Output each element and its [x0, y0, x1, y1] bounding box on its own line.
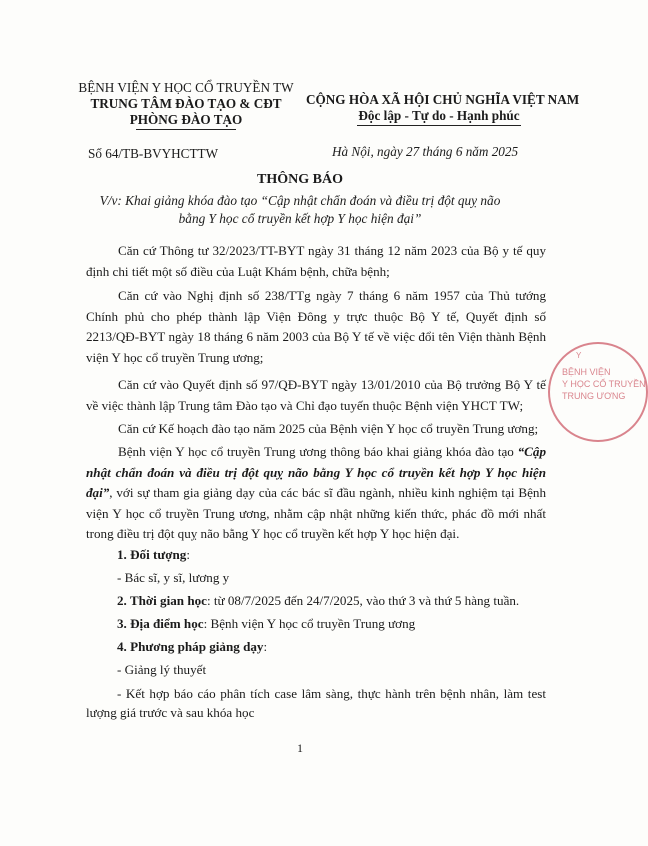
paragraph-basis-3: Căn cứ vào Quyết định số 97/QĐ-BYT ngày 13/01/2010 của Bộ trưởng Bộ Y tế về việc thành lập Trung tâm Đào tạo và Chỉ đạo tuyến thuộc Bệnh viện YHCT TW;	[86, 377, 546, 413]
header-right	[306, 92, 580, 126]
stamp-line-1: BỆNH VIỆN	[562, 367, 611, 377]
section-participants-colon: :	[186, 547, 190, 562]
document-number: Số 64/TB-BVYHCTTW	[88, 146, 219, 161]
hospital-name: BỆNH VIỆN Y HỌC CỔ TRUYỀN TW	[78, 80, 294, 95]
method-item-2: - Kết hợp báo cáo phân tích case lâm sàng, thực hành trên bệnh nhân, làm test lượng giá trước và sau khóa học	[86, 686, 546, 720]
section-method	[117, 638, 267, 656]
method-item-1: - Giảng lý thuyết	[117, 662, 207, 677]
document-date: Hà Nội, ngày 27 tháng 6 năm 2025	[332, 144, 519, 159]
section-location	[117, 615, 415, 633]
header-left-underline	[136, 129, 236, 130]
motto-underline	[357, 125, 521, 126]
page-number: 1	[297, 741, 303, 755]
announcement-rest: , với sự tham gia giảng dạy của các bác sĩ đầu ngành, nhiều kinh nghiệm tại Bệnh viện Y học cổ truyền Trung ương, nhằm cập nhật những kiến thức, phác đồ mới nhất trong điều trị đột quỵ não bằng Y học cổ truyền kết hợp Y học hiện đại.	[86, 485, 546, 541]
subject-line-1: V/v: Khai giảng khóa đào tạo “Cập nhật chẩn đoán và điều trị đột quỵ não	[99, 193, 501, 208]
paragraph-announcement	[86, 442, 546, 545]
official-stamp	[548, 342, 648, 442]
section-participants	[117, 546, 190, 564]
subject-line-2: bằng Y học cổ truyền kết hợp Y học hiện đại”	[178, 211, 422, 226]
center-name: TRUNG TÂM ĐÀO TẠO & CĐT	[90, 96, 282, 111]
header-left	[66, 80, 306, 130]
motto: Độc lập - Tự do - Hạnh phúc	[358, 108, 520, 123]
paragraph-basis-2: Căn cứ vào Nghị định số 238/TTg ngày 7 tháng 6 năm 1957 của Thủ tướng Chính phủ cho phép thành lập Viện Đông y trực thuộc Bộ Y tế, Quyết định số 2213/QĐ-BYT ngày 18 tháng 6 năm 2003 của Bộ Y tế về việc đổi tên Viện thành Bệnh viện Y học cổ truyền Trung ương;	[86, 288, 546, 365]
document-title: THÔNG BÁO	[257, 172, 343, 187]
department-name: PHÒNG ĐÀO TẠO	[129, 112, 243, 127]
section-method-label: 4. Phương pháp giảng dạy	[117, 639, 264, 654]
country-name: CỘNG HÒA XÃ HỘI CHỦ NGHĨA VIỆT NAM	[306, 92, 580, 107]
stamp-star: Y	[576, 351, 582, 360]
section-method-colon: :	[263, 639, 268, 654]
stamp-line-3: TRUNG ƯƠNG	[562, 391, 626, 401]
participants-item: - Bác sĩ, y sĩ, lương y	[117, 570, 230, 585]
paragraph-basis-1: Căn cứ Thông tư 32/2023/TT-BYT ngày 31 tháng 12 năm 2023 của Bộ y tế quy định chi tiết một số điều của Luật Khám bệnh, chữa bệnh;	[86, 243, 546, 279]
section-time-label: 2. Thời gian học	[117, 593, 207, 608]
section-location-value: : Bệnh viện Y học cổ truyền Trung ương	[203, 616, 416, 631]
course-title: “Cập nhật chẩn đoán và điều trị đột quỵ não bằng Y học cổ truyền kết hợp Y học hiện đại”	[86, 444, 546, 500]
paragraph-basis-4: Căn cứ Kế hoạch đào tạo năm 2025 của Bệnh viện Y học cổ truyền Trung ương;	[118, 421, 539, 436]
section-time	[117, 592, 519, 610]
section-time-value: : từ 08/7/2025 đến 24/7/2025, vào thứ 3 và thứ 5 hàng tuần.	[206, 593, 520, 608]
announcement-intro: Bệnh viện Y học cổ truyền Trung ương thông báo khai giảng khóa đào tạo	[118, 444, 514, 459]
stamp-line-2: Y HỌC CỔ TRUYỀN	[562, 379, 646, 389]
section-participants-label: 1. Đối tượng	[117, 547, 187, 562]
section-location-label: 3. Địa điểm học	[117, 616, 204, 631]
